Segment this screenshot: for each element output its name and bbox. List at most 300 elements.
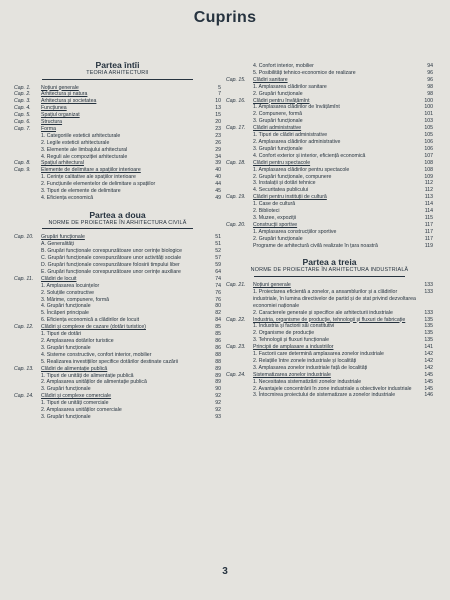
- toc-chapter-entry[interactable]: [226, 372, 433, 379]
- entry-page-number: 112: [424, 187, 433, 194]
- entry-title: 5. Realizarea investițiilor specifice dotărilor destinate cazării: [41, 358, 178, 365]
- entry-page-number: 96: [427, 76, 433, 83]
- toc-subentry[interactable]: [226, 70, 433, 77]
- toc-chapter-entry[interactable]: [14, 126, 221, 133]
- entry-page-number: 101: [424, 111, 433, 118]
- part-heading: [226, 257, 433, 277]
- entry-content: [253, 146, 433, 153]
- toc-chapter-entry[interactable]: [14, 119, 221, 126]
- entry-title: Clădiri și complexe comerciale: [41, 393, 112, 400]
- toc-subentry[interactable]: [14, 133, 221, 140]
- toc-subentry[interactable]: [226, 236, 433, 243]
- entry-page-number: 49: [215, 195, 221, 201]
- page-title: Cuprins: [193, 9, 257, 26]
- entry-title: 2. Compunere, formă: [253, 111, 303, 118]
- entry-title: 1. Amplasarea locuințelor: [41, 282, 100, 289]
- entry-title: 1. Tipuri de clădiri administrative: [253, 132, 328, 139]
- entry-title: 4. Reguli ale compoziției arhitecturale: [41, 153, 128, 160]
- entry-content: [253, 310, 433, 317]
- entry-page-number: 23: [215, 132, 221, 139]
- entry-title: 2. Caracterele generale și specifice ale arhitecturii industriale: [253, 309, 393, 316]
- entry-title: 3. Instalații și dotări tehnice: [253, 180, 316, 187]
- entry-title: A. Generalități: [41, 241, 74, 248]
- entry-content: [41, 331, 221, 338]
- toc-subentry[interactable]: [14, 269, 221, 276]
- toc-subentry[interactable]: [14, 400, 221, 407]
- entry-page-number: 7: [218, 91, 221, 98]
- toc-subentry[interactable]: [226, 84, 433, 91]
- entry-page-number: 76: [215, 296, 221, 303]
- entry-title: Elemente de delimitare a spațiilor interioare: [41, 167, 141, 174]
- entry-page-number: 80: [215, 303, 221, 310]
- entry-content: [253, 98, 433, 105]
- entry-content: [41, 140, 221, 147]
- entry-content: [253, 84, 433, 91]
- entry-content: [41, 248, 221, 255]
- entry-content: [41, 379, 221, 386]
- entry-title: Funcțiunea: [41, 105, 67, 112]
- entry-page-number: 112: [424, 180, 433, 187]
- entry-page-number: 107: [424, 152, 433, 159]
- entry-title: Clădiri sanitare: [253, 76, 288, 83]
- entry-page-number: 26: [215, 139, 221, 146]
- chapter-number: Cap. 3.: [14, 98, 31, 105]
- entry-page-number: 117: [424, 221, 433, 228]
- entry-title: B. Grupări funcționale corespunzătoare unor cerințe biologice: [41, 248, 183, 255]
- entry-page-number: 88: [215, 358, 221, 365]
- entry-content: [41, 119, 221, 126]
- toc-subentry[interactable]: [14, 345, 221, 352]
- toc-subentry[interactable]: [226, 174, 433, 181]
- entry-content: [253, 208, 433, 215]
- chapter-number: Cap. 10.: [14, 234, 34, 241]
- toc-subentry[interactable]: [226, 358, 433, 365]
- entry-content: [253, 236, 433, 243]
- entry-title: 3. Mărime, compunere, formă: [41, 296, 110, 303]
- entry-title: 3. Tipuri de elemente de delimitare: [41, 188, 121, 195]
- entry-content: [41, 297, 221, 304]
- entry-page-number: 141: [424, 344, 433, 351]
- chapter-number: Cap. 6.: [14, 119, 31, 126]
- toc-subentry[interactable]: [14, 290, 221, 297]
- toc-subentry[interactable]: [14, 255, 221, 262]
- entry-title: 5. Posibilități tehnico-economice de realizare: [253, 69, 356, 76]
- entry-title: 3. Grupări funcționale: [41, 386, 91, 393]
- part-subtitle: TEORIA ARHITECTURII: [86, 70, 149, 76]
- entry-content: [253, 180, 433, 187]
- entry-title: Clădiri pentru învățămînt: [253, 97, 310, 104]
- entry-page-number: 145: [424, 371, 433, 378]
- entry-title: 1. Amplasarea clădirilor pentru spectacole: [253, 166, 350, 173]
- entry-page-number: 51: [215, 241, 221, 248]
- toc-subentry[interactable]: [226, 215, 433, 222]
- entry-content: [253, 243, 433, 250]
- entry-page-number: 84: [215, 317, 221, 324]
- entry-title: Arhitectura și natura: [41, 91, 88, 98]
- entry-content: [41, 338, 221, 345]
- entry-page-number: 146: [424, 392, 433, 399]
- entry-page-number: 96: [427, 69, 433, 76]
- entry-content: [41, 407, 221, 414]
- toc-right-column: [226, 63, 433, 399]
- toc-subentry[interactable]: [14, 297, 221, 304]
- entry-page-number: 133: [424, 281, 433, 288]
- entry-page-number: 86: [215, 344, 221, 351]
- chapter-number: Cap. 5.: [14, 112, 31, 119]
- entry-content: [253, 365, 433, 372]
- entry-title: 4. Confort interior, mobilier: [253, 63, 314, 69]
- entry-page-number: 76: [215, 289, 221, 296]
- toc-chapter-entry[interactable]: [14, 276, 221, 283]
- toc-subentry[interactable]: [226, 111, 433, 118]
- entry-title: 1. Case de cultură: [253, 201, 296, 208]
- entry-page-number: 85: [215, 331, 221, 338]
- entry-content: [41, 188, 221, 195]
- entry-content: [41, 414, 221, 421]
- entry-page-number: 92: [215, 393, 221, 400]
- entry-title: 4. Eficiența economică: [41, 195, 94, 201]
- entry-page-number: 114: [424, 201, 433, 208]
- entry-page-number: 51: [215, 234, 221, 241]
- entry-content: [41, 283, 221, 290]
- entry-title: 1. Amplasarea construcțiilor sportive: [253, 228, 337, 235]
- entry-content: [253, 344, 433, 351]
- entry-page-number: 98: [427, 90, 433, 97]
- entry-content: [253, 63, 433, 70]
- chapter-number: Cap. 19.: [226, 194, 246, 201]
- toc-subentry[interactable]: [226, 289, 433, 310]
- toc-left-column: [14, 60, 221, 421]
- entry-content: [253, 160, 433, 167]
- entry-page-number: 89: [215, 372, 221, 379]
- entry-content: [253, 317, 433, 324]
- entry-page-number: 106: [424, 145, 433, 152]
- entry-page-number: 40: [215, 174, 221, 181]
- toc-chapter-entry[interactable]: [226, 222, 433, 229]
- entry-page-number: 20: [215, 119, 221, 126]
- entry-page-number: 92: [215, 407, 221, 414]
- toc-subentry[interactable]: [14, 310, 221, 317]
- entry-title: 2. Soluțiile constructive: [41, 289, 95, 296]
- toc-subentry[interactable]: [14, 317, 221, 324]
- toc-subentry[interactable]: [14, 379, 221, 386]
- toc-subentry[interactable]: [226, 146, 433, 153]
- toc-subentry[interactable]: [226, 118, 433, 125]
- entry-title: 4. Grupări funcționale: [41, 303, 91, 310]
- toc-subentry[interactable]: [14, 338, 221, 345]
- entry-content: [41, 105, 221, 112]
- entry-title: 1. Categoriile esteticii arhitecturale: [41, 132, 121, 139]
- toc-subentry[interactable]: [226, 392, 433, 399]
- toc-chapter-entry[interactable]: [226, 77, 433, 84]
- chapter-number: Cap. 4.: [14, 105, 31, 112]
- entry-content: [253, 70, 433, 77]
- entry-title: 3. Grupări funcționale: [253, 145, 303, 152]
- entry-title: 3. Grupări funcționale: [41, 344, 91, 351]
- toc-chapter-entry[interactable]: [226, 344, 433, 351]
- entry-title: 3. Amplasarea zonelor industriale față de localități: [253, 364, 368, 371]
- part-title: Partea a doua: [89, 209, 146, 220]
- toc-chapter-entry[interactable]: [14, 112, 221, 119]
- toc-subentry[interactable]: [14, 283, 221, 290]
- entry-page-number: 15: [215, 112, 221, 119]
- toc-subentry[interactable]: [226, 63, 433, 70]
- toc-subentry[interactable]: [226, 132, 433, 139]
- toc-chapter-entry[interactable]: [14, 85, 221, 92]
- entry-title: 2. Amplasarea unităților comerciale: [41, 407, 122, 414]
- toc-subentry[interactable]: [226, 91, 433, 98]
- entry-title: 2. Grupări funcționale: [253, 90, 303, 97]
- entry-title: Structura: [41, 119, 63, 126]
- entry-page-number: 119: [424, 242, 433, 249]
- entry-page-number: 100: [424, 97, 433, 104]
- toc-chapter-entry[interactable]: [226, 125, 433, 132]
- entry-title: 3. Întocmirea proiectului de sistematizare a zonelor industriale: [253, 392, 396, 399]
- entry-page-number: 29: [215, 146, 221, 153]
- chapter-number: Cap. 20.: [226, 221, 246, 228]
- entry-content: [41, 195, 221, 202]
- entry-content: [41, 359, 221, 366]
- entry-title: 2. Amplasarea unităților de alimentație publică: [41, 379, 147, 386]
- toc-chapter-entry[interactable]: [14, 324, 221, 331]
- chapter-number: Cap. 12.: [14, 324, 34, 331]
- entry-content: [253, 289, 433, 310]
- chapter-number: Cap. 2.: [14, 91, 31, 98]
- toc-subentry[interactable]: [226, 167, 433, 174]
- entry-title: 1. Tipuri de unități de alimentație publică: [41, 372, 134, 379]
- entry-title: Clădiri de locuit: [41, 275, 77, 282]
- toc-subentry[interactable]: [14, 407, 221, 414]
- toc-subentry[interactable]: [226, 323, 433, 330]
- toc-subentry[interactable]: [226, 180, 433, 187]
- entry-content: [41, 386, 221, 393]
- entry-title: 3. Tehnologii și fluxuri funcționale: [253, 337, 330, 344]
- section-gap: [14, 202, 221, 210]
- entry-content: [253, 132, 433, 139]
- chapter-number: Cap. 9.: [14, 167, 31, 174]
- toc-subentry[interactable]: [14, 331, 221, 338]
- chapter-number: Cap. 18.: [226, 159, 246, 166]
- entry-page-number: 23: [215, 125, 221, 132]
- entry-page-number: 142: [424, 364, 433, 371]
- entry-page-number: 98: [427, 83, 433, 90]
- entry-content: [253, 167, 433, 174]
- entry-content: [41, 98, 221, 105]
- entry-page-number: 93: [215, 413, 221, 420]
- entry-content: [41, 241, 221, 248]
- entry-page-number: 105: [424, 125, 433, 132]
- entry-title: Clădiri administrative: [253, 125, 302, 132]
- toc-subentry[interactable]: [226, 310, 433, 317]
- entry-content: [41, 174, 221, 181]
- toc-subentry[interactable]: [14, 241, 221, 248]
- entry-page-number: 13: [215, 105, 221, 112]
- entry-content: [41, 276, 221, 283]
- toc-subentry[interactable]: [14, 352, 221, 359]
- entry-title: 1. Factorii care determină amplasarea zonelor industriale: [253, 351, 384, 358]
- toc-chapter-entry[interactable]: [226, 160, 433, 167]
- entry-content: [253, 194, 433, 201]
- entry-title: 3. Grupări funcționale: [41, 413, 91, 420]
- entry-page-number: 89: [215, 379, 221, 386]
- entry-page-number: 59: [215, 262, 221, 269]
- entry-title: 1. Proiectarea eficientă a zonelor, a ansamblurilor și a clădirilor industriale, în lumina directivelor de partid și de stat privind dezvoltarea economiei naționale: [253, 288, 416, 309]
- toc-chapter-entry[interactable]: [226, 282, 433, 289]
- toc-chapter-entry[interactable]: [226, 194, 433, 201]
- entry-content: [41, 324, 221, 331]
- entry-page-number: 142: [424, 351, 433, 358]
- toc-subentry[interactable]: [226, 243, 433, 250]
- chapter-number: Cap. 14.: [14, 393, 34, 400]
- entry-page-number: 90: [215, 386, 221, 393]
- entry-content: [253, 379, 433, 386]
- entry-title: Clădiri pentru instituții de cultură: [253, 194, 327, 201]
- entry-title: E. Grupări funcționale corespunzătoare unor cerințe auxiliare: [41, 268, 181, 275]
- part-rule: [42, 228, 193, 229]
- entry-title: 1. Tipuri de unități comerciale: [41, 400, 109, 407]
- entry-title: 2. Avantajele concentrării în zone industriale a obiectivelor industriale: [253, 385, 412, 392]
- toc-subentry[interactable]: [226, 229, 433, 236]
- entry-title: 2. Relațiile între zonele industriale și localități: [253, 357, 357, 364]
- toc-subentry[interactable]: [14, 174, 221, 181]
- entry-title: 2. Amplasarea clădirilor administrative: [253, 138, 341, 145]
- entry-title: Clădiri de alimentație publică: [41, 365, 108, 372]
- entry-content: [253, 104, 433, 111]
- toc-chapter-entry[interactable]: [14, 105, 221, 112]
- chapter-number: Cap. 21.: [226, 281, 246, 288]
- entry-content: [41, 290, 221, 297]
- toc-subentry[interactable]: [14, 359, 221, 366]
- toc-subentry[interactable]: [226, 139, 433, 146]
- toc-subentry[interactable]: [226, 365, 433, 372]
- entry-title: Industria, organisme de producție, tehnologii și fluxuri de fabricație: [253, 316, 406, 323]
- part-title: Partea a treia: [302, 257, 357, 268]
- section-gap: [226, 249, 433, 257]
- entry-title: 1. Amplasarea clădirilor de învățămînt: [253, 104, 340, 111]
- entry-title: Construcții sportive: [253, 221, 298, 228]
- entry-title: 1. Necesitatea sistematizării zonelor industriale: [253, 378, 362, 385]
- entry-page-number: 103: [424, 118, 433, 125]
- entry-page-number: 92: [215, 400, 221, 407]
- entry-content: [253, 174, 433, 181]
- toc-subentry[interactable]: [14, 154, 221, 161]
- entry-page-number: 44: [215, 181, 221, 188]
- entry-content: [253, 337, 433, 344]
- toc-subentry[interactable]: [226, 351, 433, 358]
- toc-chapter-entry[interactable]: [14, 234, 221, 241]
- entry-content: [41, 147, 221, 154]
- entry-page-number: 74: [215, 275, 221, 282]
- toc-subentry[interactable]: [14, 262, 221, 269]
- toc-chapter-entry[interactable]: [226, 98, 433, 105]
- entry-content: [41, 269, 221, 276]
- entry-content: [253, 215, 433, 222]
- toc-subentry[interactable]: [226, 201, 433, 208]
- entry-page-number: 145: [424, 385, 433, 392]
- toc-chapter-entry[interactable]: [14, 167, 221, 174]
- entry-page-number: 85: [215, 324, 221, 331]
- toc-subentry[interactable]: [226, 208, 433, 215]
- entry-page-number: 94: [427, 63, 433, 69]
- entry-content: [253, 282, 433, 289]
- entry-content: [41, 393, 221, 400]
- toc-subentry[interactable]: [226, 153, 433, 160]
- chapter-number: Cap. 17.: [226, 125, 246, 132]
- entry-title: Sistematizarea zonelor industriale: [253, 371, 331, 378]
- toc-subentry[interactable]: [14, 414, 221, 421]
- part-rule: [254, 276, 405, 277]
- toc-chapter-entry[interactable]: [14, 366, 221, 373]
- toc-chapter-entry[interactable]: [14, 98, 221, 105]
- entry-page-number: 114: [424, 208, 433, 215]
- entry-content: [41, 400, 221, 407]
- chapter-number: Cap. 11.: [14, 275, 34, 282]
- toc-subentry[interactable]: [226, 104, 433, 111]
- entry-content: [41, 154, 221, 161]
- entry-content: [253, 372, 433, 379]
- entry-page-number: 115: [424, 214, 433, 221]
- toc-subentry[interactable]: [14, 248, 221, 255]
- entry-title: 1. Cerințe calitative ale spațiilor interioare: [41, 174, 136, 181]
- part-title: Partea întîi: [95, 60, 140, 70]
- toc-subentry[interactable]: [226, 187, 433, 194]
- chapter-number: Cap. 13.: [14, 365, 34, 372]
- entry-page-number: 89: [215, 365, 221, 372]
- toc-chapter-entry[interactable]: [14, 91, 221, 98]
- part-heading: [14, 60, 221, 80]
- entry-title: 5. Încăperi principale: [41, 310, 89, 317]
- entry-content: [253, 392, 433, 399]
- toc-subentry[interactable]: [226, 379, 433, 386]
- entry-page-number: 39: [215, 160, 221, 167]
- entry-page-number: 5: [218, 84, 221, 91]
- entry-page-number: 57: [215, 255, 221, 262]
- toc-subentry[interactable]: [14, 147, 221, 154]
- chapter-number: Cap. 7.: [14, 125, 31, 132]
- toc-subentry[interactable]: [226, 337, 433, 344]
- entry-page-number: 108: [424, 166, 433, 173]
- entry-content: [253, 187, 433, 194]
- entry-content: [41, 167, 221, 174]
- entry-title: 2. Amplasarea dotărilor turistice: [41, 338, 114, 344]
- chapter-number: Cap. 8.: [14, 160, 31, 167]
- entry-content: [253, 125, 433, 132]
- part-subtitle: NORME DE PROIECTARE ÎN ARHITECTURA INDUSTRIALĂ: [250, 267, 409, 274]
- toc-chapter-entry[interactable]: [14, 160, 221, 167]
- entry-title: 2. Grupări funcționale: [253, 235, 303, 242]
- entry-page-number: 52: [215, 248, 221, 255]
- entry-page-number: 106: [424, 138, 433, 145]
- toc-subentry[interactable]: [14, 188, 221, 195]
- entry-title: 2. Grupări funcționale, compunere: [253, 173, 332, 180]
- entry-title: 4. Confort exterior și interior, eficiență economică: [253, 152, 366, 159]
- entry-title: Grupări funcționale: [41, 234, 85, 241]
- entry-page-number: 145: [424, 378, 433, 385]
- toc-subentry[interactable]: [226, 330, 433, 337]
- toc-subentry[interactable]: [14, 373, 221, 380]
- toc-chapter-entry[interactable]: [226, 317, 433, 324]
- entry-content: [41, 160, 221, 167]
- entry-page-number: 117: [424, 228, 433, 235]
- toc-subentry[interactable]: [14, 140, 221, 147]
- entry-content: [253, 358, 433, 365]
- toc-subentry[interactable]: [14, 181, 221, 188]
- toc-subentry[interactable]: [14, 195, 221, 202]
- entry-content: [253, 201, 433, 208]
- chapter-number: Cap. 22.: [226, 316, 246, 323]
- toc-chapter-entry[interactable]: [14, 393, 221, 400]
- toc-subentry[interactable]: [14, 386, 221, 393]
